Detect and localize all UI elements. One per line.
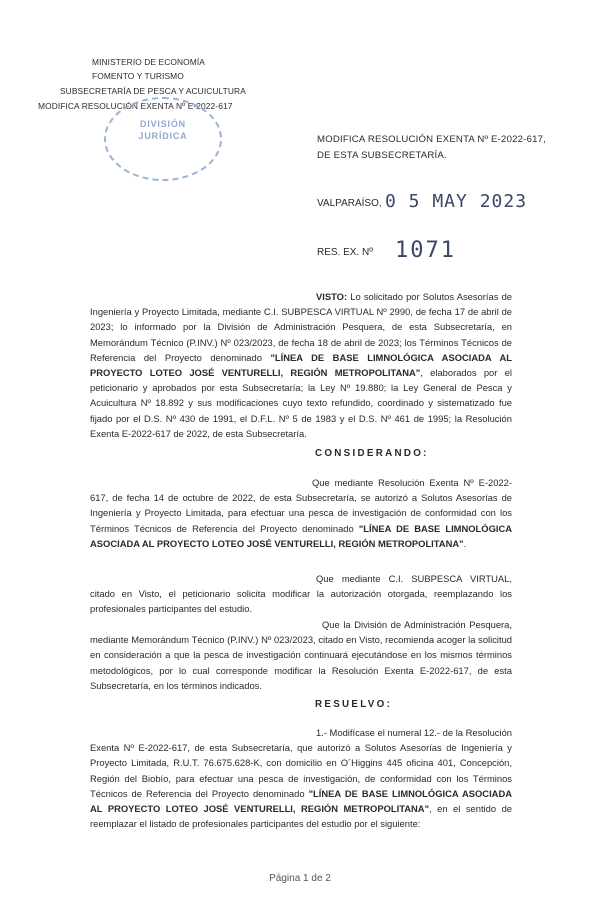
stamp-line-2: JURÍDICA (138, 131, 188, 141)
visto-text-a: Lo solicitado por Solutos Asesorías de Ingeniería y Proyecto Limitada, mediante C.I. SUBPESCA VIRTUAL Nº 2990, de fecha 17 de abril de 2023; lo informado por la División de Administración Pesquera, de esta Subsecretaría, en Memorándum Técnico (P.INV.) Nº 023/2023, de fecha 18 de abril de 2023; los Términos Técnicos de Referencia del Proyecto denominado (90, 291, 512, 363)
place-label: VALPARAÍSO, (317, 198, 382, 209)
considerando-paragraph-3: Que la División de Administración Pesquera, mediante Memorándum Técnico (P.INV.) Nº 023/2023, citado en Visto, recomienda acoger la solicitud en consideración a que la pesca de investigación continuará ejecutándose en los mismos términos metodológicos, por lo cual corresponde modificar la Resolución Exenta E-2022-617, de esta Subsecretaría, en los términos indicados. (90, 619, 512, 691)
header-subsecretaria: SUBSECRETARÍA DE PESCA Y ACUICULTURA (60, 86, 246, 96)
header-subject: MODIFICA RESOLUCIÓN EXENTA Nº E-2022-617 (38, 101, 233, 111)
resolution-label: RES. EX. Nº (317, 247, 373, 258)
stamp-line-1: DIVISIÓN (140, 119, 186, 129)
header-ministry: MINISTERIO DE ECONOMÍA (92, 57, 205, 67)
page-number: Página 1 de 2 (269, 873, 331, 884)
considerando-paragraph-2: Que mediante C.I. SUBPESCA VIRTUAL, citado en Visto, el peticionario solicita modificar la autorización otorgada, reemplazando los profesionales participantes del estudio. (90, 573, 512, 615)
visto-label: VISTO: (316, 291, 348, 302)
document-title-line-2: DE ESTA SUBSECRETARÍA. (317, 150, 447, 161)
considerando-paragraph-1 (90, 475, 512, 551)
header-fomento: FOMENTO Y TURISMO (92, 71, 184, 81)
considerando-p1-text-a: Que mediante Resolución Exenta Nº E-2022-617, de fecha 14 de octubre de 2022, de esta Subsecretaría, se autorizó a Solutos Asesorías de Ingeniería y Proyecto Limitada, para efectuar una pesca de investigación de conformidad con los Términos Técnicos de Referencia del Proyecto denominado (90, 477, 512, 534)
document-title-line-1: MODIFICA RESOLUCIÓN EXENTA Nº E-2022-617, (317, 134, 547, 145)
considerando-heading: CONSIDERANDO: (315, 448, 429, 459)
resolution-number: 1071 (395, 238, 456, 263)
resuelvo-p1-text-b: , en el sentido de reemplazar el listado de profesionales participantes del estudio por el siguiente: (90, 803, 512, 830)
division-juridica-stamp (104, 97, 222, 181)
visto-paragraph (90, 289, 512, 441)
resuelvo-p1-project-name: "LÍNEA DE BASE LIMNOLÓGICA ASOCIADA AL PROYECTO LOTEO JOSÉ VENTURELLI, REGIÓN METROPOLITANA" (90, 787, 512, 815)
visto-project-name: "LÍNEA DE BASE LIMNOLÓGICA ASOCIADA AL PROYECTO LOTEO JOSÉ VENTURELLI, REGIÓN METROPOLITANA" (90, 351, 512, 379)
resuelvo-p1-text-a: 1.- Modifícase el numeral 12.- de la Resolución Exenta Nº E-2022-617, de esta Subsecretaría, que autorizó a Solutos Asesorías de Ingeniería y Proyecto Limitada, R.U.T. 76.675.628-K, con domicilio en O´Higgins 445 oficina 401, Concepción, Región del Biobío, para efectuar una pesca de investigación, de conformidad con los Términos Técnicos de Referencia del Proyecto denominado (90, 727, 512, 799)
resuelvo-heading: RESUELVO: (315, 699, 393, 710)
visto-text-b: , elaborados por el peticionario y aprobados por esta Subsecretaría; la Ley Nº 19.880; la Ley General de Pesca y Acuicultura Nº 18.892 y sus modificaciones cuyo texto refundido, coordinado y sistematizado fue fijado por el D.S. Nº 430 de 1991, el D.F.L. Nº 5 de 1983 y el D.S. Nº 461 de 1995; la Resolución Exenta E-2022-617 de 2022, de esta Subsecretaría. (90, 367, 512, 439)
date-stamp: 0 5 MAY 2023 (385, 191, 528, 212)
considerando-p1-text-b: . (463, 537, 467, 549)
resuelvo-paragraph-1 (90, 725, 512, 831)
considerando-p1-project-name: "LÍNEA DE BASE LIMNOLÓGICA ASOCIADA AL PROYECTO LOTEO JOSÉ VENTURELLI, REGIÓN METROPOLITANA" (90, 522, 513, 549)
